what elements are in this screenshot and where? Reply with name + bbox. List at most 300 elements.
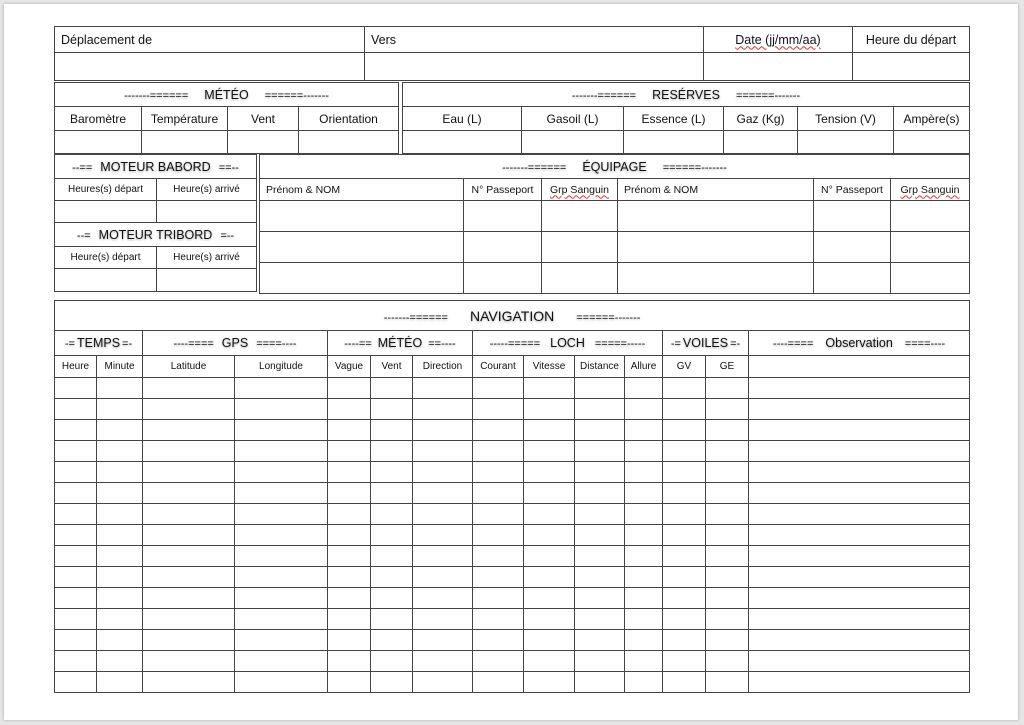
log-cell[interactable] <box>663 378 706 399</box>
log-cell[interactable] <box>413 378 473 399</box>
log-cell[interactable] <box>143 588 235 609</box>
log-cell[interactable] <box>55 651 97 672</box>
log-cell[interactable] <box>55 378 97 399</box>
log-cell[interactable] <box>143 546 235 567</box>
crew-cell[interactable] <box>891 263 970 294</box>
moteur-babord-table <box>54 154 257 223</box>
nav-group-temps: -= TEMPS =- <box>55 331 143 356</box>
log-cell[interactable] <box>663 588 706 609</box>
reserves-cell[interactable] <box>894 131 970 154</box>
log-cell[interactable] <box>575 378 625 399</box>
log-cell[interactable] <box>473 420 524 441</box>
log-cell[interactable] <box>625 378 663 399</box>
log-cell[interactable] <box>371 672 413 693</box>
log-cell[interactable] <box>663 672 706 693</box>
log-cell[interactable] <box>575 672 625 693</box>
log-cell[interactable] <box>97 546 143 567</box>
log-cell[interactable] <box>625 672 663 693</box>
table-row <box>55 378 970 399</box>
log-cell[interactable] <box>473 546 524 567</box>
log-cell[interactable] <box>575 420 625 441</box>
log-cell[interactable] <box>749 546 970 567</box>
log-cell[interactable] <box>575 462 625 483</box>
log-cell[interactable] <box>328 588 371 609</box>
log-cell[interactable] <box>625 420 663 441</box>
log-cell[interactable] <box>663 441 706 462</box>
log-cell[interactable] <box>663 420 706 441</box>
departure-field[interactable] <box>853 53 970 81</box>
log-cell[interactable] <box>97 609 143 630</box>
reserves-cell[interactable] <box>522 131 624 154</box>
log-cell[interactable] <box>663 525 706 546</box>
log-cell[interactable] <box>473 378 524 399</box>
log-cell[interactable] <box>55 399 97 420</box>
log-cell[interactable] <box>55 546 97 567</box>
log-cell[interactable] <box>371 462 413 483</box>
log-cell[interactable] <box>371 651 413 672</box>
meteo-col-orientation: Orientation <box>299 107 399 131</box>
log-cell[interactable] <box>706 525 749 546</box>
log-cell[interactable] <box>413 546 473 567</box>
log-cell[interactable] <box>328 567 371 588</box>
log-cell[interactable] <box>524 504 575 525</box>
reserves-table <box>402 82 970 154</box>
log-cell[interactable] <box>625 609 663 630</box>
log-cell[interactable] <box>524 630 575 651</box>
log-cell[interactable] <box>625 483 663 504</box>
log-cell[interactable] <box>371 567 413 588</box>
nav-col-latitude: Latitude <box>143 356 235 378</box>
crew-cell[interactable] <box>891 232 970 263</box>
log-cell[interactable] <box>625 399 663 420</box>
log-cell[interactable] <box>625 588 663 609</box>
log-cell[interactable] <box>473 504 524 525</box>
equipage-title: ÉQUIPAGE <box>582 159 647 174</box>
reserves-banner: -------====== RESÉRVES ======------- <box>403 83 970 107</box>
meteo-cell[interactable] <box>228 131 299 154</box>
log-cell[interactable] <box>143 567 235 588</box>
log-cell[interactable] <box>235 609 328 630</box>
log-cell[interactable] <box>55 462 97 483</box>
crew-cell[interactable] <box>814 263 891 294</box>
log-cell[interactable] <box>473 567 524 588</box>
from-label: Déplacement de <box>55 27 365 53</box>
log-cell[interactable] <box>235 504 328 525</box>
log-cell[interactable] <box>55 483 97 504</box>
nav-col-observation <box>749 356 970 378</box>
log-cell[interactable] <box>328 420 371 441</box>
log-cell[interactable] <box>371 504 413 525</box>
log-cell[interactable] <box>143 672 235 693</box>
log-cell[interactable] <box>749 651 970 672</box>
table-row <box>55 609 970 630</box>
nav-group-observation: ----==== Observation ====---- <box>749 331 970 356</box>
log-cell[interactable] <box>413 399 473 420</box>
babord-col-depart: Heures(s) départ <box>55 179 157 201</box>
nav-col-ge: GE <box>706 356 749 378</box>
log-cell[interactable] <box>55 672 97 693</box>
log-cell[interactable] <box>749 378 970 399</box>
log-cell[interactable] <box>706 567 749 588</box>
reserves-col-ampere: Ampère(s) <box>894 107 970 131</box>
log-cell[interactable] <box>625 630 663 651</box>
reserves-col-eau: Eau (L) <box>403 107 522 131</box>
table-row <box>55 441 970 462</box>
log-cell[interactable] <box>413 567 473 588</box>
reserves-cell[interactable] <box>798 131 894 154</box>
equipage-col-passeport: N° Passeport <box>464 179 542 201</box>
log-cell[interactable] <box>524 651 575 672</box>
log-cell[interactable] <box>97 378 143 399</box>
log-cell[interactable] <box>473 651 524 672</box>
log-cell[interactable] <box>371 378 413 399</box>
meteo-cell[interactable] <box>299 131 399 154</box>
table-row <box>55 462 970 483</box>
crew-cell[interactable] <box>464 263 542 294</box>
log-cell[interactable] <box>749 567 970 588</box>
meteo-cell[interactable] <box>142 131 228 154</box>
meteo-cell[interactable] <box>55 131 142 154</box>
crew-cell[interactable] <box>814 232 891 263</box>
log-cell[interactable] <box>328 630 371 651</box>
log-cell[interactable] <box>575 651 625 672</box>
log-cell[interactable] <box>235 483 328 504</box>
log-cell[interactable] <box>473 462 524 483</box>
table-row <box>55 525 970 546</box>
nav-col-distance: Distance <box>575 356 625 378</box>
log-cell[interactable] <box>575 588 625 609</box>
log-cell[interactable] <box>663 630 706 651</box>
log-cell[interactable] <box>328 462 371 483</box>
log-cell[interactable] <box>235 672 328 693</box>
nav-col-gv: GV <box>663 356 706 378</box>
equipage-col-nom-2: Prénom & NOM <box>618 179 814 201</box>
nav-col-minute: Minute <box>97 356 143 378</box>
reserves-col-essence: Essence (L) <box>624 107 724 131</box>
log-cell[interactable] <box>371 546 413 567</box>
log-cell[interactable] <box>235 441 328 462</box>
log-cell[interactable] <box>55 609 97 630</box>
log-cell[interactable] <box>625 462 663 483</box>
table-row <box>55 567 970 588</box>
log-cell[interactable] <box>143 462 235 483</box>
to-label: Vers <box>365 27 704 53</box>
log-cell[interactable] <box>97 483 143 504</box>
log-cell[interactable] <box>524 483 575 504</box>
log-cell[interactable] <box>143 630 235 651</box>
moteur-babord-banner: --== MOTEUR BABORD ==-- <box>55 155 257 179</box>
log-cell[interactable] <box>473 672 524 693</box>
log-cell[interactable] <box>328 483 371 504</box>
log-cell[interactable] <box>97 462 143 483</box>
log-cell[interactable] <box>749 462 970 483</box>
tribord-cell[interactable] <box>157 269 257 292</box>
log-cell[interactable] <box>97 630 143 651</box>
crew-cell[interactable] <box>260 263 464 294</box>
log-cell[interactable] <box>706 672 749 693</box>
log-cell[interactable] <box>524 462 575 483</box>
log-cell[interactable] <box>749 504 970 525</box>
log-cell[interactable] <box>524 399 575 420</box>
meteo-banner: -------====== MÉTÉO ======------- <box>55 83 399 107</box>
table-row <box>55 504 970 525</box>
meteo-col-barometre: Baromètre <box>55 107 142 131</box>
log-cell[interactable] <box>663 399 706 420</box>
log-cell[interactable] <box>706 651 749 672</box>
log-cell[interactable] <box>413 588 473 609</box>
log-cell[interactable] <box>413 462 473 483</box>
log-cell[interactable] <box>143 420 235 441</box>
log-cell[interactable] <box>97 441 143 462</box>
log-cell[interactable] <box>328 609 371 630</box>
reserves-col-gaz: Gaz (Kg) <box>724 107 798 131</box>
log-cell[interactable] <box>55 504 97 525</box>
crew-cell[interactable] <box>814 201 891 232</box>
reserves-cell[interactable] <box>403 131 522 154</box>
log-cell[interactable] <box>663 609 706 630</box>
log-cell[interactable] <box>473 483 524 504</box>
log-cell[interactable] <box>97 420 143 441</box>
date-field[interactable] <box>704 53 853 81</box>
log-cell[interactable] <box>575 483 625 504</box>
crew-cell[interactable] <box>542 232 618 263</box>
to-field[interactable] <box>365 53 704 81</box>
equipage-col-passeport-2: N° Passeport <box>814 179 891 201</box>
log-cell[interactable] <box>663 504 706 525</box>
log-cell[interactable] <box>575 609 625 630</box>
log-cell[interactable] <box>663 462 706 483</box>
log-cell[interactable] <box>143 651 235 672</box>
log-cell[interactable] <box>235 378 328 399</box>
table-row <box>55 672 970 693</box>
log-cell[interactable] <box>749 672 970 693</box>
meteo-col-temperature: Température <box>142 107 228 131</box>
log-cell[interactable] <box>473 441 524 462</box>
log-cell[interactable] <box>55 441 97 462</box>
log-cell[interactable] <box>97 672 143 693</box>
crew-cell[interactable] <box>464 201 542 232</box>
log-cell[interactable] <box>575 630 625 651</box>
crew-cell[interactable] <box>542 263 618 294</box>
log-cell[interactable] <box>97 525 143 546</box>
log-cell[interactable] <box>706 483 749 504</box>
crew-cell[interactable] <box>618 232 814 263</box>
crew-cell[interactable] <box>618 201 814 232</box>
log-cell[interactable] <box>235 525 328 546</box>
log-cell[interactable] <box>524 672 575 693</box>
log-cell[interactable] <box>706 504 749 525</box>
log-cell[interactable] <box>235 420 328 441</box>
trip-table <box>54 26 970 81</box>
log-cell[interactable] <box>473 399 524 420</box>
log-cell[interactable] <box>413 420 473 441</box>
log-cell[interactable] <box>413 609 473 630</box>
nav-group-voiles: -= VOILES =- <box>663 331 749 356</box>
log-cell[interactable] <box>371 483 413 504</box>
log-cell[interactable] <box>97 651 143 672</box>
log-cell[interactable] <box>97 399 143 420</box>
log-cell[interactable] <box>749 609 970 630</box>
log-cell[interactable] <box>413 441 473 462</box>
meteo-table <box>54 82 399 154</box>
table-row <box>55 546 970 567</box>
navigation-banner: -------====== NAVIGATION ======------- <box>55 301 970 331</box>
log-cell[interactable] <box>371 630 413 651</box>
log-cell[interactable] <box>413 525 473 546</box>
equipage-col-nom: Prénom & NOM <box>260 179 464 201</box>
log-cell[interactable] <box>706 399 749 420</box>
crew-cell[interactable] <box>891 201 970 232</box>
log-cell[interactable] <box>706 609 749 630</box>
log-cell[interactable] <box>749 588 970 609</box>
log-cell[interactable] <box>663 546 706 567</box>
log-cell[interactable] <box>371 525 413 546</box>
form-page <box>4 4 1018 720</box>
log-cell[interactable] <box>524 525 575 546</box>
log-cell[interactable] <box>473 525 524 546</box>
log-cell[interactable] <box>706 378 749 399</box>
log-cell[interactable] <box>524 378 575 399</box>
tribord-cell[interactable] <box>55 269 157 292</box>
log-cell[interactable] <box>413 672 473 693</box>
log-cell[interactable] <box>749 420 970 441</box>
log-cell[interactable] <box>706 462 749 483</box>
log-cell[interactable] <box>524 441 575 462</box>
log-cell[interactable] <box>55 630 97 651</box>
table-row <box>55 399 970 420</box>
log-cell[interactable] <box>625 567 663 588</box>
log-cell[interactable] <box>749 441 970 462</box>
log-cell[interactable] <box>235 651 328 672</box>
log-cell[interactable] <box>706 441 749 462</box>
log-cell[interactable] <box>328 672 371 693</box>
log-cell[interactable] <box>575 546 625 567</box>
log-cell[interactable] <box>97 567 143 588</box>
log-cell[interactable] <box>625 546 663 567</box>
log-cell[interactable] <box>328 525 371 546</box>
log-cell[interactable] <box>749 399 970 420</box>
log-cell[interactable] <box>328 651 371 672</box>
crew-cell[interactable] <box>260 232 464 263</box>
log-cell[interactable] <box>473 588 524 609</box>
babord-cell[interactable] <box>157 201 257 223</box>
from-field[interactable] <box>55 53 365 81</box>
log-cell[interactable] <box>524 588 575 609</box>
log-cell[interactable] <box>663 651 706 672</box>
log-cell[interactable] <box>625 441 663 462</box>
log-cell[interactable] <box>473 609 524 630</box>
log-cell[interactable] <box>625 504 663 525</box>
log-cell[interactable] <box>749 483 970 504</box>
log-cell[interactable] <box>235 546 328 567</box>
log-cell[interactable] <box>371 441 413 462</box>
log-cell[interactable] <box>473 630 524 651</box>
log-cell[interactable] <box>749 630 970 651</box>
reserves-cell[interactable] <box>624 131 724 154</box>
tribord-col-depart: Heure(s) départ <box>55 247 157 269</box>
log-cell[interactable] <box>749 525 970 546</box>
meteo-title: MÉTÉO <box>204 87 249 102</box>
nav-group-loch: -----===== LOCH =====----- <box>473 331 663 356</box>
log-cell[interactable] <box>55 525 97 546</box>
crew-cell[interactable] <box>542 201 618 232</box>
log-cell[interactable] <box>143 399 235 420</box>
log-cell[interactable] <box>413 630 473 651</box>
log-cell[interactable] <box>371 399 413 420</box>
nav-col-vitesse: Vitesse <box>524 356 575 378</box>
reserves-cell[interactable] <box>724 131 798 154</box>
table-row <box>55 420 970 441</box>
log-cell[interactable] <box>371 588 413 609</box>
log-cell[interactable] <box>235 399 328 420</box>
log-cell[interactable] <box>97 504 143 525</box>
log-cell[interactable] <box>706 630 749 651</box>
log-cell[interactable] <box>143 525 235 546</box>
moteur-tribord-title: MOTEUR TRIBORD <box>98 227 213 242</box>
log-cell[interactable] <box>575 567 625 588</box>
log-cell[interactable] <box>143 441 235 462</box>
log-cell[interactable] <box>706 588 749 609</box>
log-cell[interactable] <box>235 588 328 609</box>
log-cell[interactable] <box>235 630 328 651</box>
log-cell[interactable] <box>625 651 663 672</box>
log-cell[interactable] <box>524 546 575 567</box>
log-cell[interactable] <box>663 483 706 504</box>
log-cell[interactable] <box>328 504 371 525</box>
crew-cell[interactable] <box>260 201 464 232</box>
log-cell[interactable] <box>143 483 235 504</box>
table-row <box>55 630 970 651</box>
log-cell[interactable] <box>235 462 328 483</box>
reserves-title: RESÉRVES <box>652 87 720 102</box>
log-cell[interactable] <box>575 504 625 525</box>
log-cell[interactable] <box>413 651 473 672</box>
log-cell[interactable] <box>371 609 413 630</box>
nav-col-courant: Courant <box>473 356 524 378</box>
navigation-table <box>54 300 970 693</box>
log-cell[interactable] <box>524 609 575 630</box>
log-cell[interactable] <box>371 420 413 441</box>
log-cell[interactable] <box>328 441 371 462</box>
log-cell[interactable] <box>97 588 143 609</box>
log-cell[interactable] <box>575 441 625 462</box>
crew-cell[interactable] <box>618 263 814 294</box>
log-cell[interactable] <box>328 399 371 420</box>
log-cell[interactable] <box>413 504 473 525</box>
babord-cell[interactable] <box>55 201 157 223</box>
log-cell[interactable] <box>328 378 371 399</box>
crew-cell[interactable] <box>464 232 542 263</box>
log-cell[interactable] <box>706 546 749 567</box>
log-cell[interactable] <box>663 567 706 588</box>
log-cell[interactable] <box>524 420 575 441</box>
log-cell[interactable] <box>143 378 235 399</box>
log-cell[interactable] <box>706 420 749 441</box>
log-cell[interactable] <box>55 588 97 609</box>
log-cell[interactable] <box>55 420 97 441</box>
log-cell[interactable] <box>524 567 575 588</box>
table-row <box>55 588 970 609</box>
log-cell[interactable] <box>328 546 371 567</box>
log-cell[interactable] <box>55 567 97 588</box>
log-cell[interactable] <box>625 525 663 546</box>
log-cell[interactable] <box>575 525 625 546</box>
log-cell[interactable] <box>143 504 235 525</box>
log-cell[interactable] <box>235 567 328 588</box>
log-cell[interactable] <box>575 399 625 420</box>
log-cell[interactable] <box>143 609 235 630</box>
log-cell[interactable] <box>413 483 473 504</box>
